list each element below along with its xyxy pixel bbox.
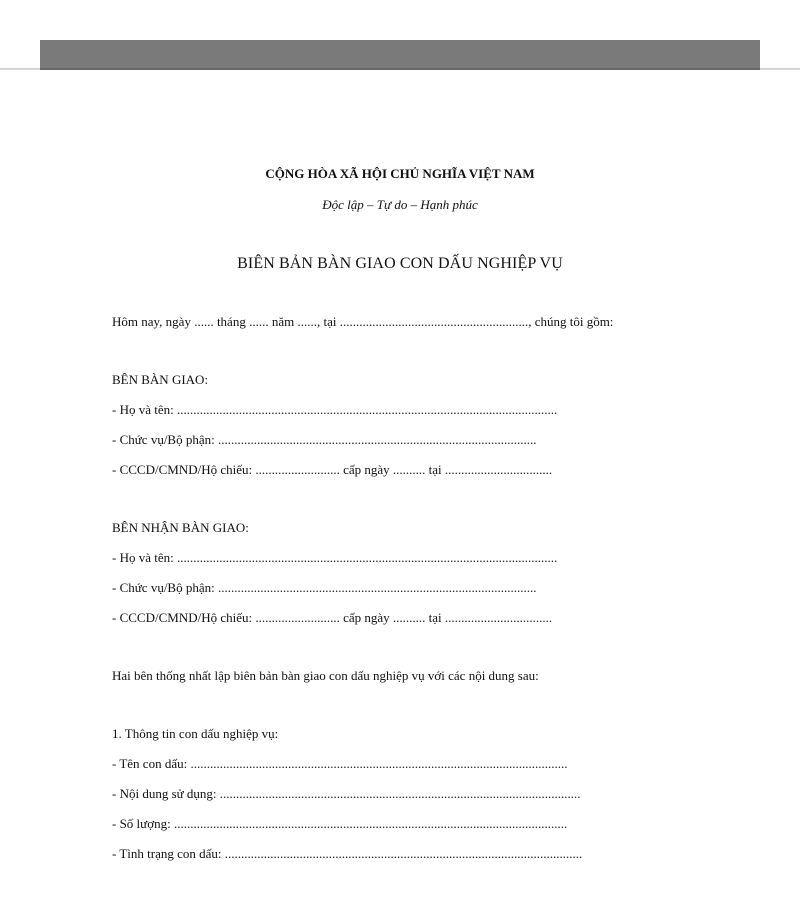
stamp-name-field: - Tên con dấu: .................................................................................................................... [112, 756, 568, 771]
document-page [0, 70, 800, 900]
handover-id-field: - CCCD/CMND/Hộ chiếu: .......................... cấp ngày .......... tại ................................. [112, 462, 553, 477]
country-name: CỘNG HÒA XÃ HỘI CHỦ NGHĨA VIỆT NAM [265, 166, 535, 181]
viewer-top-bar [40, 40, 760, 70]
receiving-position-field: - Chức vụ/Bộ phận: .................................................................................................. [112, 580, 537, 595]
agreement-line: Hai bên thống nhất lập biên bản bàn giao con dấu nghiệp vụ với các nội dung sau: [112, 668, 539, 683]
stamp-quantity-field: - Số lượng: ......................................................................................................................... [112, 816, 568, 831]
receiving-id-field: - CCCD/CMND/Hộ chiếu: .......................... cấp ngày .......... tại ................................. [112, 610, 553, 625]
handover-name-field: - Họ và tên: ..................................................................................................................... [112, 402, 558, 417]
document-title: BIÊN BẢN BÀN GIAO CON DẤU NGHIỆP VỤ [237, 255, 563, 272]
handover-party-heading: BÊN BÀN GIAO: [112, 372, 209, 387]
handover-position-field: - Chức vụ/Bộ phận: .................................................................................................. [112, 432, 537, 447]
stamp-condition-field: - Tình trạng con dấu: .............................................................................................................. [112, 846, 583, 861]
national-motto: Độc lập – Tự do – Hạnh phúc [322, 197, 478, 212]
section-1-heading: 1. Thông tin con dấu nghiệp vụ: [112, 726, 279, 741]
receiving-name-field: - Họ và tên: ..................................................................................................................... [112, 550, 558, 565]
stamp-usage-field: - Nội dung sử dụng: ............................................................................................................... [112, 786, 581, 801]
receiving-party-heading: BÊN NHẬN BÀN GIAO: [112, 520, 249, 535]
intro-line: Hôm nay, ngày ...... tháng ...... năm ......, tại .........................................................., chúng tôi gồm: [112, 314, 614, 329]
